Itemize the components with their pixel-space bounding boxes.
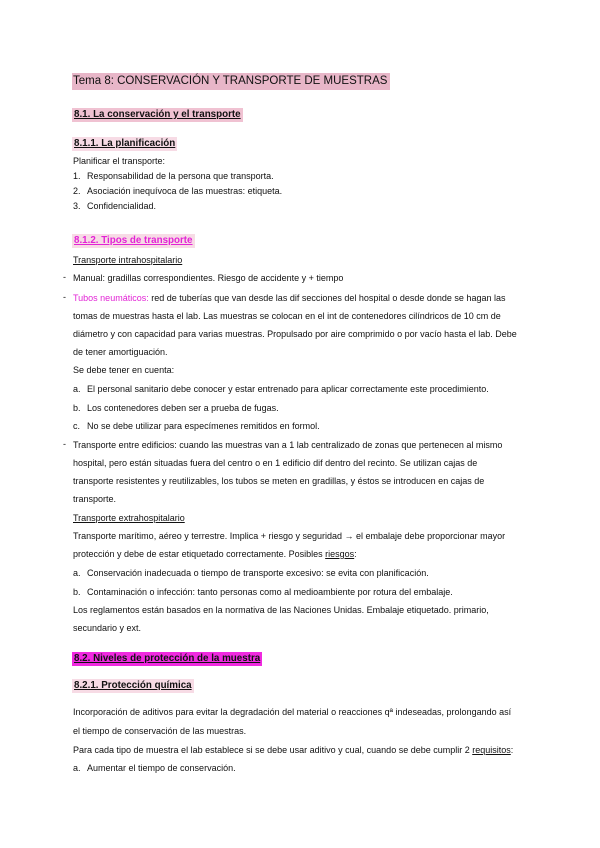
bullet-dash: - xyxy=(63,292,66,302)
plan-item: 1. Responsabilidad de la persona que transporta. xyxy=(73,171,274,181)
tubos-line: diámetro y con capacidad para varias muestras. Propulsado por aire comprimido o por vacío hasta el lab. Debe xyxy=(73,329,517,339)
se-debe-item: c. No se debe utilizar para especímenes remitidos en formol. xyxy=(73,421,320,431)
bullet-dash: - xyxy=(63,439,66,449)
tubos-line: tomas de muestras hasta el lab. Las muestras se colocan en el int de contenedores cilíndricos de 10 cm de xyxy=(73,311,501,321)
extra-heading: Transporte extrahospitalario xyxy=(73,513,185,523)
requisito-item: a. Aumentar el tiempo de conservación. xyxy=(73,763,236,773)
quimica-line: Incorporación de aditivos para evitar la degradación del material o reacciones qª indeseadas, prolongando así xyxy=(73,707,512,717)
riesgo-item: b. Contaminación o infección: tanto personas como al medioambiente por rotura del embalaje. xyxy=(73,587,453,597)
intra-heading: Transporte intrahospitalario xyxy=(73,255,183,265)
reglamentos-line: secundario y ext. xyxy=(73,623,142,633)
bullet-dash: - xyxy=(63,272,66,282)
quimica-line: el tiempo de conservación de las muestras. xyxy=(73,726,247,736)
se-debe-item: b. Los contenedores deben ser a prueba de fugas. xyxy=(73,403,279,413)
manual-line: Manual: gradillas correspondientes. Riesgo de accidente y + tiempo xyxy=(73,273,344,283)
section-8-2-1-heading: 8.2.1. Protección química xyxy=(74,680,192,691)
reglamentos-line: Los reglamentos están basados en la normativa de las Naciones Unidas. Embalaje etiquetado. primario, xyxy=(73,605,489,615)
extra-line: Transporte marítimo, aéreo y terrestre. Implica + riesgo y seguridad → el embalaje debe proporcionar mayor xyxy=(73,531,506,541)
tubos-line: Tubos neumáticos: red de tuberías que van desde las dif secciones del hospital o desde donde se hagan las xyxy=(73,293,506,303)
se-debe-item: a. El personal sanitario debe conocer y estar entrenado para aplicar correctamente este procedimiento. xyxy=(73,384,489,394)
edificios-line: transporte resistentes y reutilizables, los tubos se meten en gradillas, y éstos se introducen en cajas de xyxy=(73,476,485,486)
plan-intro: Planificar el transporte: xyxy=(73,156,166,166)
section-8-1-heading: 8.1. La conservación y el transporte xyxy=(74,109,241,120)
edificios-line: hospital, pero están situadas fuera del centro o en 1 edificio dif dentro del recinto. Se utilizan cajas de xyxy=(73,458,478,468)
para-cada-line: Para cada tipo de muestra el lab establece si se debe usar aditivo y cual, cuando se debe cumplir 2 requisitos: xyxy=(73,745,514,755)
se-debe-intro: Se debe tener en cuenta: xyxy=(73,365,175,375)
section-8-2-heading: 8.2. Niveles de protección de la muestra xyxy=(74,653,261,664)
section-8-1-2-heading: 8.1.2. Tipos de transporte xyxy=(74,235,193,246)
plan-item: 2. Asociación inequívoca de las muestras: etiqueta. xyxy=(73,186,283,196)
riesgo-item: a. Conservación inadecuada o tiempo de transporte excesivo: se evita con planificación. xyxy=(73,568,429,578)
tubos-line: de tener amortiguación. xyxy=(73,347,168,357)
edificios-line: Transporte entre edificios: cuando las muestras van a 1 lab centralizado de zonas que pertenecen al mismo xyxy=(73,440,503,450)
section-8-1-1-heading: 8.1.1. La planificación xyxy=(74,138,176,149)
edificios-line: transporte. xyxy=(73,494,117,504)
plan-item: 3. Confidencialidad. xyxy=(73,201,157,211)
page-title: Tema 8: CONSERVACIÓN Y TRANSPORTE DE MUESTRAS xyxy=(72,73,390,90)
extra-line: protección y debe de estar etiquetado correctamente. Posibles riesgos: xyxy=(73,549,357,559)
